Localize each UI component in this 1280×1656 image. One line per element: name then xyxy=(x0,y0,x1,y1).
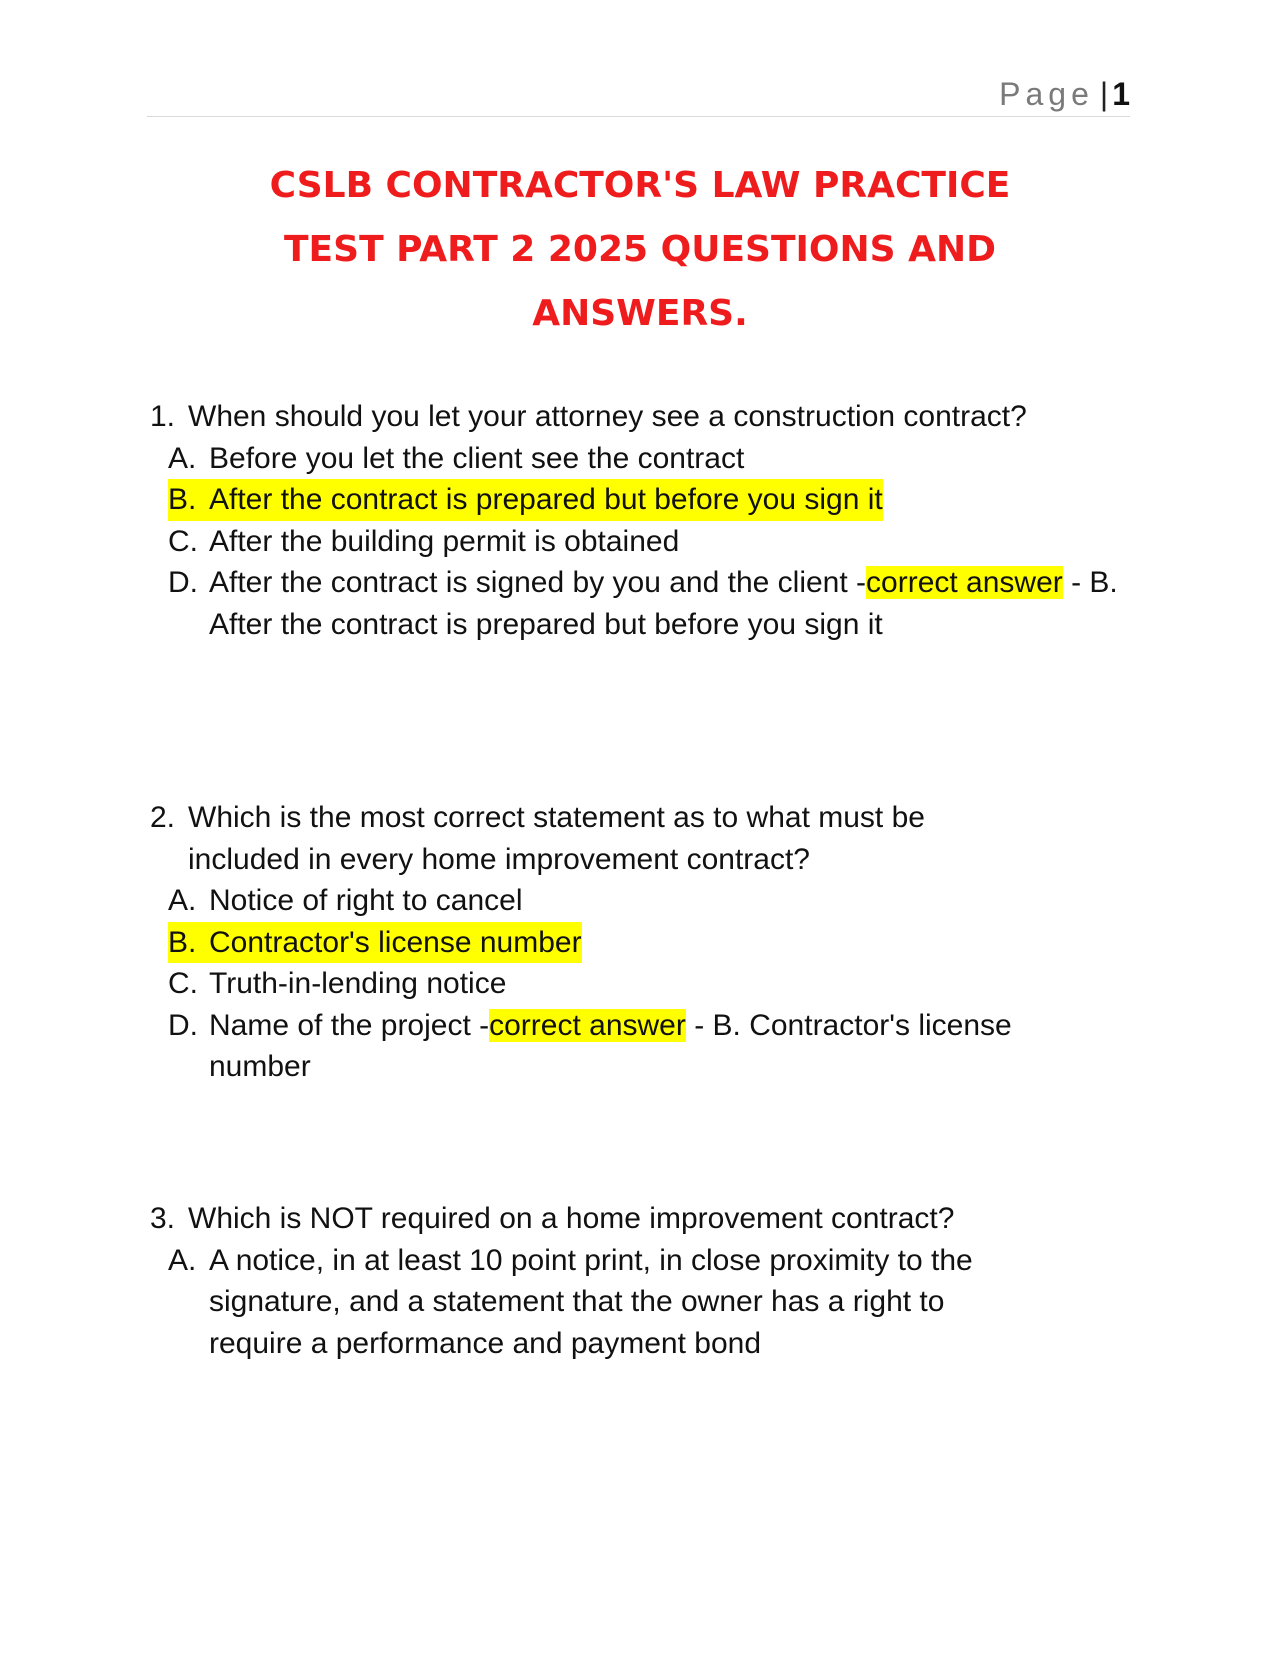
page-label: Page xyxy=(999,76,1094,112)
option-d xyxy=(168,562,1125,645)
page-number: 1 xyxy=(1112,76,1130,112)
option-a xyxy=(168,880,1125,922)
option-c xyxy=(168,521,1125,563)
page-header xyxy=(147,72,1130,117)
option-c xyxy=(168,963,1125,1005)
question-3 xyxy=(150,1198,1125,1364)
option-letter: A. xyxy=(168,441,197,475)
option-text xyxy=(209,1005,1089,1088)
answer-text: - B. After the contract is prepared but before you sign it xyxy=(209,566,1118,641)
option-text: Notice of right to cancel xyxy=(209,884,523,917)
option-text: Contractor's license number xyxy=(209,925,582,959)
page-separator: | xyxy=(1099,76,1109,112)
question-stem xyxy=(150,396,1125,438)
document-title xyxy=(150,154,1130,346)
option-text: After the building permit is obtained xyxy=(209,524,680,558)
correct-answer-marker: correct answer xyxy=(866,566,1063,599)
question-text: Which is the most correct statement as to what must be included in every home improvement contract? xyxy=(188,801,925,876)
option-letter: C. xyxy=(168,967,198,1000)
title-line: ANSWERS. xyxy=(532,293,748,334)
option-letter: D. xyxy=(168,1008,198,1042)
question-stem xyxy=(150,797,1125,880)
option-text xyxy=(209,562,1125,645)
answer-text: - B. Contractor's license number xyxy=(209,1008,1012,1083)
option-letter: A. xyxy=(168,884,197,917)
question-stem xyxy=(150,1198,1125,1240)
option-text: A notice, in at least 10 point print, in close proximity to the signature, and a statement that the owner has a right to require a performance and payment bond xyxy=(209,1243,973,1360)
option-letter: B. xyxy=(168,925,197,959)
option-text: After the contract is prepared but before you sign it xyxy=(209,483,883,516)
option-d-text: Name of the project - xyxy=(209,1008,490,1042)
title-line: CSLB CONTRACTOR'S LAW PRACTICE xyxy=(269,165,1011,206)
option-d-text: After the contract is signed by you and the client - xyxy=(209,566,867,599)
option-text: Truth-in-lending notice xyxy=(209,967,507,1000)
option-letter: B. xyxy=(168,483,197,516)
correct-answer-marker: correct answer xyxy=(489,1008,686,1042)
option-letter: A. xyxy=(168,1243,197,1277)
option-a xyxy=(168,1240,1125,1365)
option-a xyxy=(168,438,1125,480)
option-text: Before you let the client see the contract xyxy=(209,441,745,475)
option-letter: D. xyxy=(168,566,198,599)
question-number: 2. xyxy=(150,801,176,834)
option-b-highlighted xyxy=(168,479,1125,521)
option-letter: C. xyxy=(168,524,198,558)
title-line: TEST PART 2 2025 QUESTIONS AND xyxy=(284,229,996,270)
question-number: 1. xyxy=(150,400,176,433)
question-text: When should you let your attorney see a construction contract? xyxy=(188,400,1027,433)
question-number: 3. xyxy=(150,1202,176,1235)
question-1 xyxy=(150,396,1125,645)
option-b-highlighted xyxy=(168,922,1125,964)
option-d xyxy=(168,1005,1125,1088)
question-2 xyxy=(150,797,1125,1088)
question-text: Which is NOT required on a home improvement contract? xyxy=(188,1202,955,1235)
